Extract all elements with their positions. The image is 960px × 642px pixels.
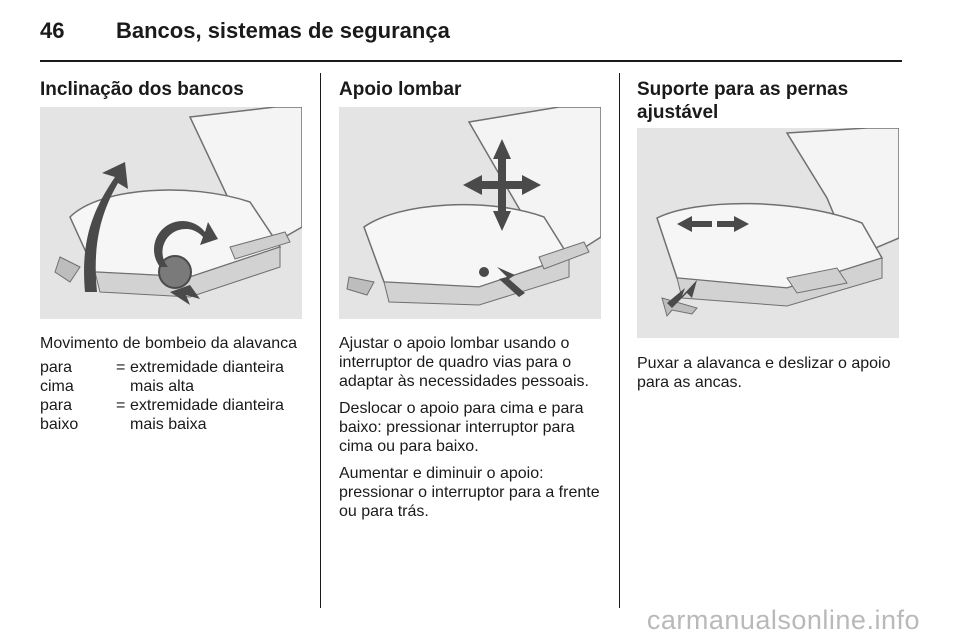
definition-text: extremidade dianteira mais alta [130,359,284,395]
header-rule [40,60,902,62]
lumbar-support-text [339,334,607,529]
definition-row [40,396,315,434]
watermark: carmanualsonline.info [646,605,920,635]
page-number: 46 [40,18,65,43]
definition-term: para cima [40,359,74,395]
column-divider [619,73,620,608]
paragraph: Aumentar e diminuir o apoio: pressionar o interruptor para a frente ou para trás. [339,465,600,520]
column-divider [320,73,321,608]
paragraph: Puxar a alavanca e deslizar o apoio para as ancas. [637,355,891,391]
page-header-title: Bancos, sistemas de segurança [116,18,450,43]
definition-table [40,358,315,434]
section-title-lumbar-support: Apoio lombar [339,79,462,100]
definition-row [40,358,315,396]
definition-equals: = [116,397,126,414]
seat-tilt-intro: Movimento de bombeio da alavanca [40,335,298,352]
definition-text: extremidade dianteira mais baixa [130,397,284,433]
definition-term: para baixo [40,397,79,433]
definition-equals: = [116,359,126,376]
section-title-leg-support: Suporte para as pernas ajustável [637,79,849,123]
paragraph: Ajustar o apoio lombar usando o interruptor de quadro vias para o adaptar às necessidades pessoais. [339,335,589,390]
lumbar-support-illustration [339,107,601,319]
leg-support-text [637,354,902,400]
paragraph: Deslocar o apoio para cima e para baixo: pressionar interruptor para cima ou para baixo. [339,400,584,455]
leg-support-illustration [637,128,899,338]
seat-tilt-illustration [40,107,302,319]
section-title-seat-tilt: Inclinação dos bancos [40,79,244,100]
